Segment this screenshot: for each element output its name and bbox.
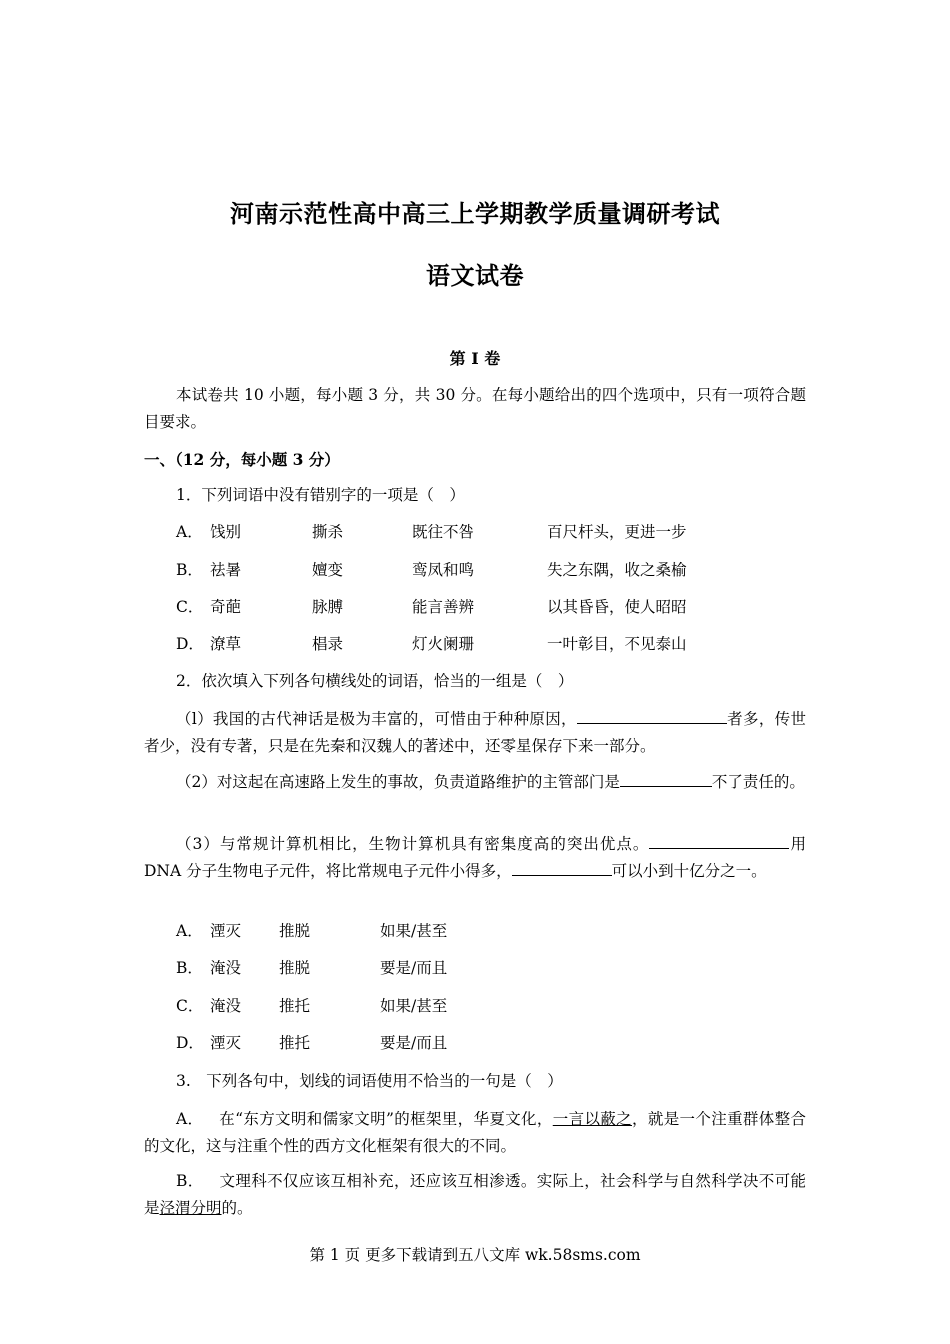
q3-stem: 3. 下列各句中，划线的词语使用不恰当的一句是（ ） [176, 1072, 563, 1090]
option-label: B． [176, 959, 203, 977]
option-cell: 以其昏昏，使人昭昭 [547, 598, 687, 616]
sentence-text: （3）与常规计算机相比，生物计算机具有密集度高的突出优点。 [176, 835, 650, 853]
sentence-text: （l）我国的古代神话是极为丰富的，可惜由于种种原因， [176, 710, 577, 728]
option-cell: 湮灭 [210, 922, 242, 940]
option-cell: 既往不咎 [412, 523, 475, 541]
option-label: D． [176, 1034, 204, 1052]
option-cell: 要是/而且 [380, 1034, 448, 1052]
q2-sentence-3 [144, 831, 806, 885]
page-footer: 第 1 页 更多下载请到五八文库 wk.58sms.com [309, 1246, 641, 1264]
option-cell: 推脱 [279, 959, 311, 977]
q3-option-a [144, 1106, 806, 1160]
option-label: C． [176, 598, 204, 616]
option-label: B． [176, 561, 203, 579]
option-label: D． [176, 635, 204, 653]
fill-blank [649, 832, 789, 849]
option-cell: 灯火阑珊 [412, 635, 475, 653]
volume-title: 第 I 卷 [449, 349, 501, 368]
sentence-text: （2）对这起在高速路上发生的事故，负责道路维护的主管部门是 [176, 773, 620, 791]
option-cell: 潦草 [210, 635, 242, 653]
option-cell: 嬗变 [312, 561, 344, 579]
fill-blank [620, 770, 712, 787]
option-cell: 推托 [279, 1034, 311, 1052]
option-cell: 如果/甚至 [380, 922, 448, 940]
underlined-phrase: 泾渭分明 [159, 1199, 222, 1217]
sentence-text: ，就是一个注重群体整合的文化，这与注重个性的西方文化框架有很大的不同。 [144, 1110, 806, 1155]
section1-title: 一、（12 分，每小题 3 分） [144, 450, 340, 469]
option-cell: 如果/甚至 [380, 997, 448, 1015]
exam-subtitle: 语文试卷 [426, 261, 524, 290]
option-cell: 奇葩 [210, 598, 242, 616]
option-cell: 要是/而且 [380, 959, 448, 977]
underlined-phrase: 一言以蔽之 [552, 1110, 632, 1128]
option-label: B． [176, 1172, 204, 1190]
option-cell: 推托 [279, 997, 311, 1015]
sentence-text: 者多，传世者少，没有专著，只是在先秦和汉魏人的著述中，还零星保存下来一部分。 [144, 710, 806, 755]
option-cell: 淹没 [210, 997, 242, 1015]
sentence-text: 在“东方文明和儒家文明”的框架里，华夏文化， [218, 1110, 553, 1128]
sentence-text: 用 DNA 分子生物电子元件，将比常规电子元件小得多， [144, 835, 806, 880]
sentence-text: 的。 [221, 1199, 253, 1217]
q2-stem: 2．依次填入下列各句横线处的词语，恰当的一组是（ ） [176, 672, 574, 690]
option-cell: 祛暑 [210, 561, 242, 579]
q2-sentence-2 [144, 769, 806, 796]
q1-stem: 1．下列词语中没有错别字的一项是（ ） [176, 486, 465, 504]
option-cell: 椙录 [312, 635, 344, 653]
option-cell: 一叶彰目，不见泰山 [547, 635, 687, 653]
option-cell: 百尺杆头，更进一步 [547, 523, 687, 541]
option-cell: 推脱 [279, 922, 311, 940]
option-cell: 饯别 [210, 523, 242, 541]
option-cell: 撕杀 [312, 523, 344, 541]
option-cell: 能言善辨 [412, 598, 475, 616]
fill-blank [512, 859, 612, 876]
option-label: A． [176, 1110, 204, 1128]
option-label: A． [176, 922, 203, 940]
q3-option-b [144, 1168, 806, 1222]
option-cell: 失之东隅，收之桑榆 [547, 561, 687, 579]
instructions: 本试卷共 10 小题，每小题 3 分，共 30 分。在每小题给出的四个选项中，只有一项符合题目要求。 [144, 386, 806, 431]
option-cell: 鸾凤和鸣 [412, 561, 475, 579]
sentence-text: 可以小到十亿分之一。 [611, 862, 767, 880]
option-cell: 湮灭 [210, 1034, 242, 1052]
fill-blank [577, 707, 727, 724]
option-cell: 脉膊 [312, 598, 344, 616]
sentence-text: 不了责任的。 [711, 773, 805, 791]
sentence-text: 文理科不仅应该互相补充，还应该互相渗透。实际上，社会科学与自然科学决不可能是 [144, 1172, 806, 1217]
option-label: A． [176, 523, 203, 541]
option-label: C． [176, 997, 204, 1015]
exam-title: 河南示范性高中高三上学期教学质量调研考试 [230, 199, 720, 228]
q2-sentence-1 [144, 706, 806, 760]
option-cell: 淹没 [210, 959, 242, 977]
